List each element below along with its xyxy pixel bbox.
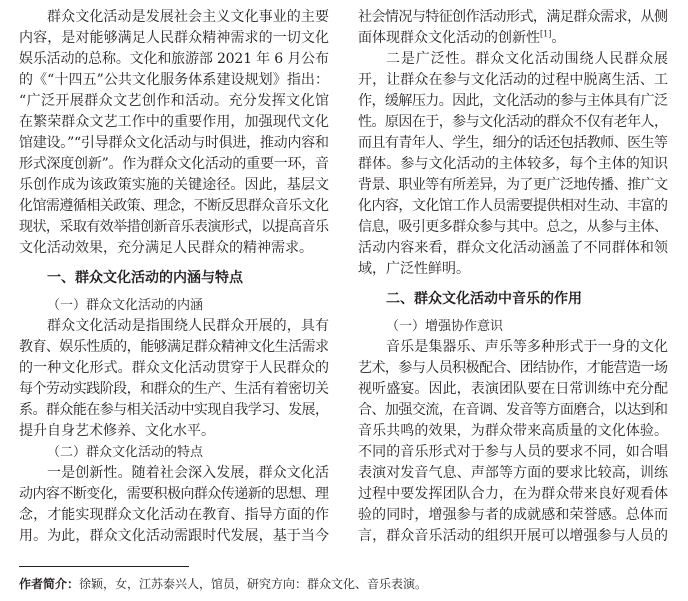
text-line: 提升自身艺术修养、文化水平。 — [19, 423, 215, 439]
text-line: 二是广泛性。群众文化活动围绕人民群众展 — [386, 51, 669, 67]
text-line: 开，让群众在参与文化活动的过程中脱离生活、工 — [358, 72, 669, 88]
text-line: 教育、娱乐性质的，能够满足群众精神文化生活需求 — [19, 339, 329, 355]
text-line: “广泛开展群众文艺创作和活动。充分发挥文化馆 — [19, 93, 330, 109]
text-line: 一是创新性。随着社会深入发展，群众文化活 — [47, 465, 330, 481]
continued-paragraph — [358, 7, 668, 49]
continued-last-line-end: 。 — [551, 30, 566, 46]
text-line: 信息，吸引更多群众参与其中。总之，从参与主体、 — [358, 219, 668, 235]
text-line: 音乐是集器乐、声乐等多种形式于一身的文化 — [386, 339, 669, 355]
text-line: 作，缓解压力。因此，文化活动的参与主体具有广泛 — [358, 93, 668, 109]
right-column — [358, 7, 668, 547]
text-line: 群众文化活动是指围绕人民群众开展的，具有 — [47, 318, 330, 334]
text-line: 动内容不断变化，需要积极向群众传递新的思想、理 — [19, 486, 329, 502]
text-line: 现状，采取有效举措创新音乐表演形式，以提高音乐 — [19, 219, 329, 235]
section-2-heading: 二、群众文化活动中音乐的作用 — [386, 291, 582, 307]
text-line: 验的同时，增强参与者的成就感和荣誉感。总体而 — [358, 507, 669, 523]
continued-last-line — [358, 28, 668, 49]
text-line: 过程中要发挥团队合力，在为群众带来良好观看体 — [358, 486, 669, 502]
text-line: 背景、职业等有所差异，为了更广泛地传播、推广文 — [358, 177, 668, 193]
text-line: 而且有青年人、学生，细分的话还包括教师、医生等 — [358, 135, 668, 151]
text-line: 用。为此，群众文化活动需跟时代发展，基于当今 — [19, 528, 330, 544]
text-line: 音乐共鸣的效果，为群众带来高质量的文化体验。 — [358, 423, 669, 439]
footnote-label: 作者简介： — [19, 577, 80, 591]
section-1-heading: 一、群众文化活动的内涵与特点 — [47, 270, 243, 286]
continued-last-line-text: 面体现群众文化活动的创新性 — [358, 30, 540, 46]
text-line: 形式深度创新”。作为群众文化活动的重要一环，音 — [19, 156, 329, 172]
left-column — [19, 7, 329, 547]
text-line: 系。群众能在参与相关活动中实现自我学习、发展， — [19, 402, 329, 418]
text-line: 表演对发音气息、声部等方面的要求比较高，训练 — [358, 465, 669, 481]
text-line: 群体。参与文化活动的主体较多，每个主体的知识 — [358, 156, 669, 172]
text-line: 域，广泛性鲜明。 — [358, 261, 470, 277]
text-line: 视听盛宴。因此，表演团队要在日常训练中充分配 — [358, 381, 669, 397]
subsection-2-1-paragraph — [358, 337, 668, 547]
footnote-text: 徐颖，女，江苏泰兴人，馆员，研究方向：群众文化、音乐表演。 — [79, 577, 428, 591]
continued-paragraph-lines — [358, 7, 668, 28]
text-line: 的一种文化形式。群众文化活动贯穿于人民群众的 — [19, 360, 330, 376]
text-line: 的《“十四五”公共文化服务体系建设规划》指出： — [19, 72, 330, 88]
text-line: 内容，是对能够满足人民群众精神需求的一切文化 — [19, 30, 330, 46]
subsection-1-2-paragraph — [19, 463, 329, 547]
subsection-2-1-heading: （一）增强协作意识 — [386, 319, 504, 334]
intro-paragraph — [19, 7, 329, 259]
author-footnote — [19, 575, 427, 593]
text-line: 念，才能实现群众文化活动在教育、指导方面的作 — [19, 507, 330, 523]
text-line: 艺术，参与人员积极配合、团结协作，才能营造一场 — [358, 360, 668, 376]
footnote-divider — [19, 566, 189, 567]
text-line: 馆建设。”“引导群众文化活动与时俱进，推动内容和 — [19, 135, 329, 151]
text-line: 化内容，文化馆工作人员需要提供相对生动、丰富的 — [358, 198, 668, 214]
text-line: 合、加强交流，在音调、发音等方面磨合，以达到和 — [358, 402, 668, 418]
breadth-paragraph — [358, 49, 668, 280]
subsection-1-1-paragraph — [19, 316, 329, 442]
text-line: 娱乐活动的总称。文化和旅游部 2021 年 6 月公布 — [19, 51, 329, 67]
text-line: 活动内容来看，群众文化活动涵盖了不同群体和领 — [358, 240, 669, 256]
subsection-1-2-heading: （二）群众文化活动的特点 — [47, 445, 204, 460]
text-line: 不同的音乐形式对于参与人员的要求不同，如合唱 — [358, 444, 669, 460]
text-line: 化馆需遵循相关政策、理念，不断反思群众音乐文化 — [19, 198, 329, 214]
text-line: 在繁荣群众文艺工作中的重要作用，加强现代文化 — [19, 114, 330, 130]
text-line: 乐创作成为该政策实施的关键途径。因此，基层文 — [19, 177, 330, 193]
subsection-1-1-heading: （一）群众文化活动的内涵 — [47, 298, 204, 313]
text-line: 言，群众音乐活动的组织开展可以增强参与人员的 — [358, 528, 669, 544]
text-line: 每个劳动实践阶段，和群众的生产、生活有着密切关 — [19, 381, 329, 397]
text-line: 文化活动效果，充分满足人民群众的精神需求。 — [19, 240, 313, 256]
text-line: 性。原因在于，参与文化活动的群众不仅有老年人， — [358, 114, 668, 130]
text-line: 社会情况与特征创作活动形式，满足群众需求，从侧 — [358, 9, 668, 25]
citation-marker: [1] — [540, 29, 552, 39]
text-line: 群众文化活动是发展社会主义文化事业的主要 — [47, 9, 330, 25]
